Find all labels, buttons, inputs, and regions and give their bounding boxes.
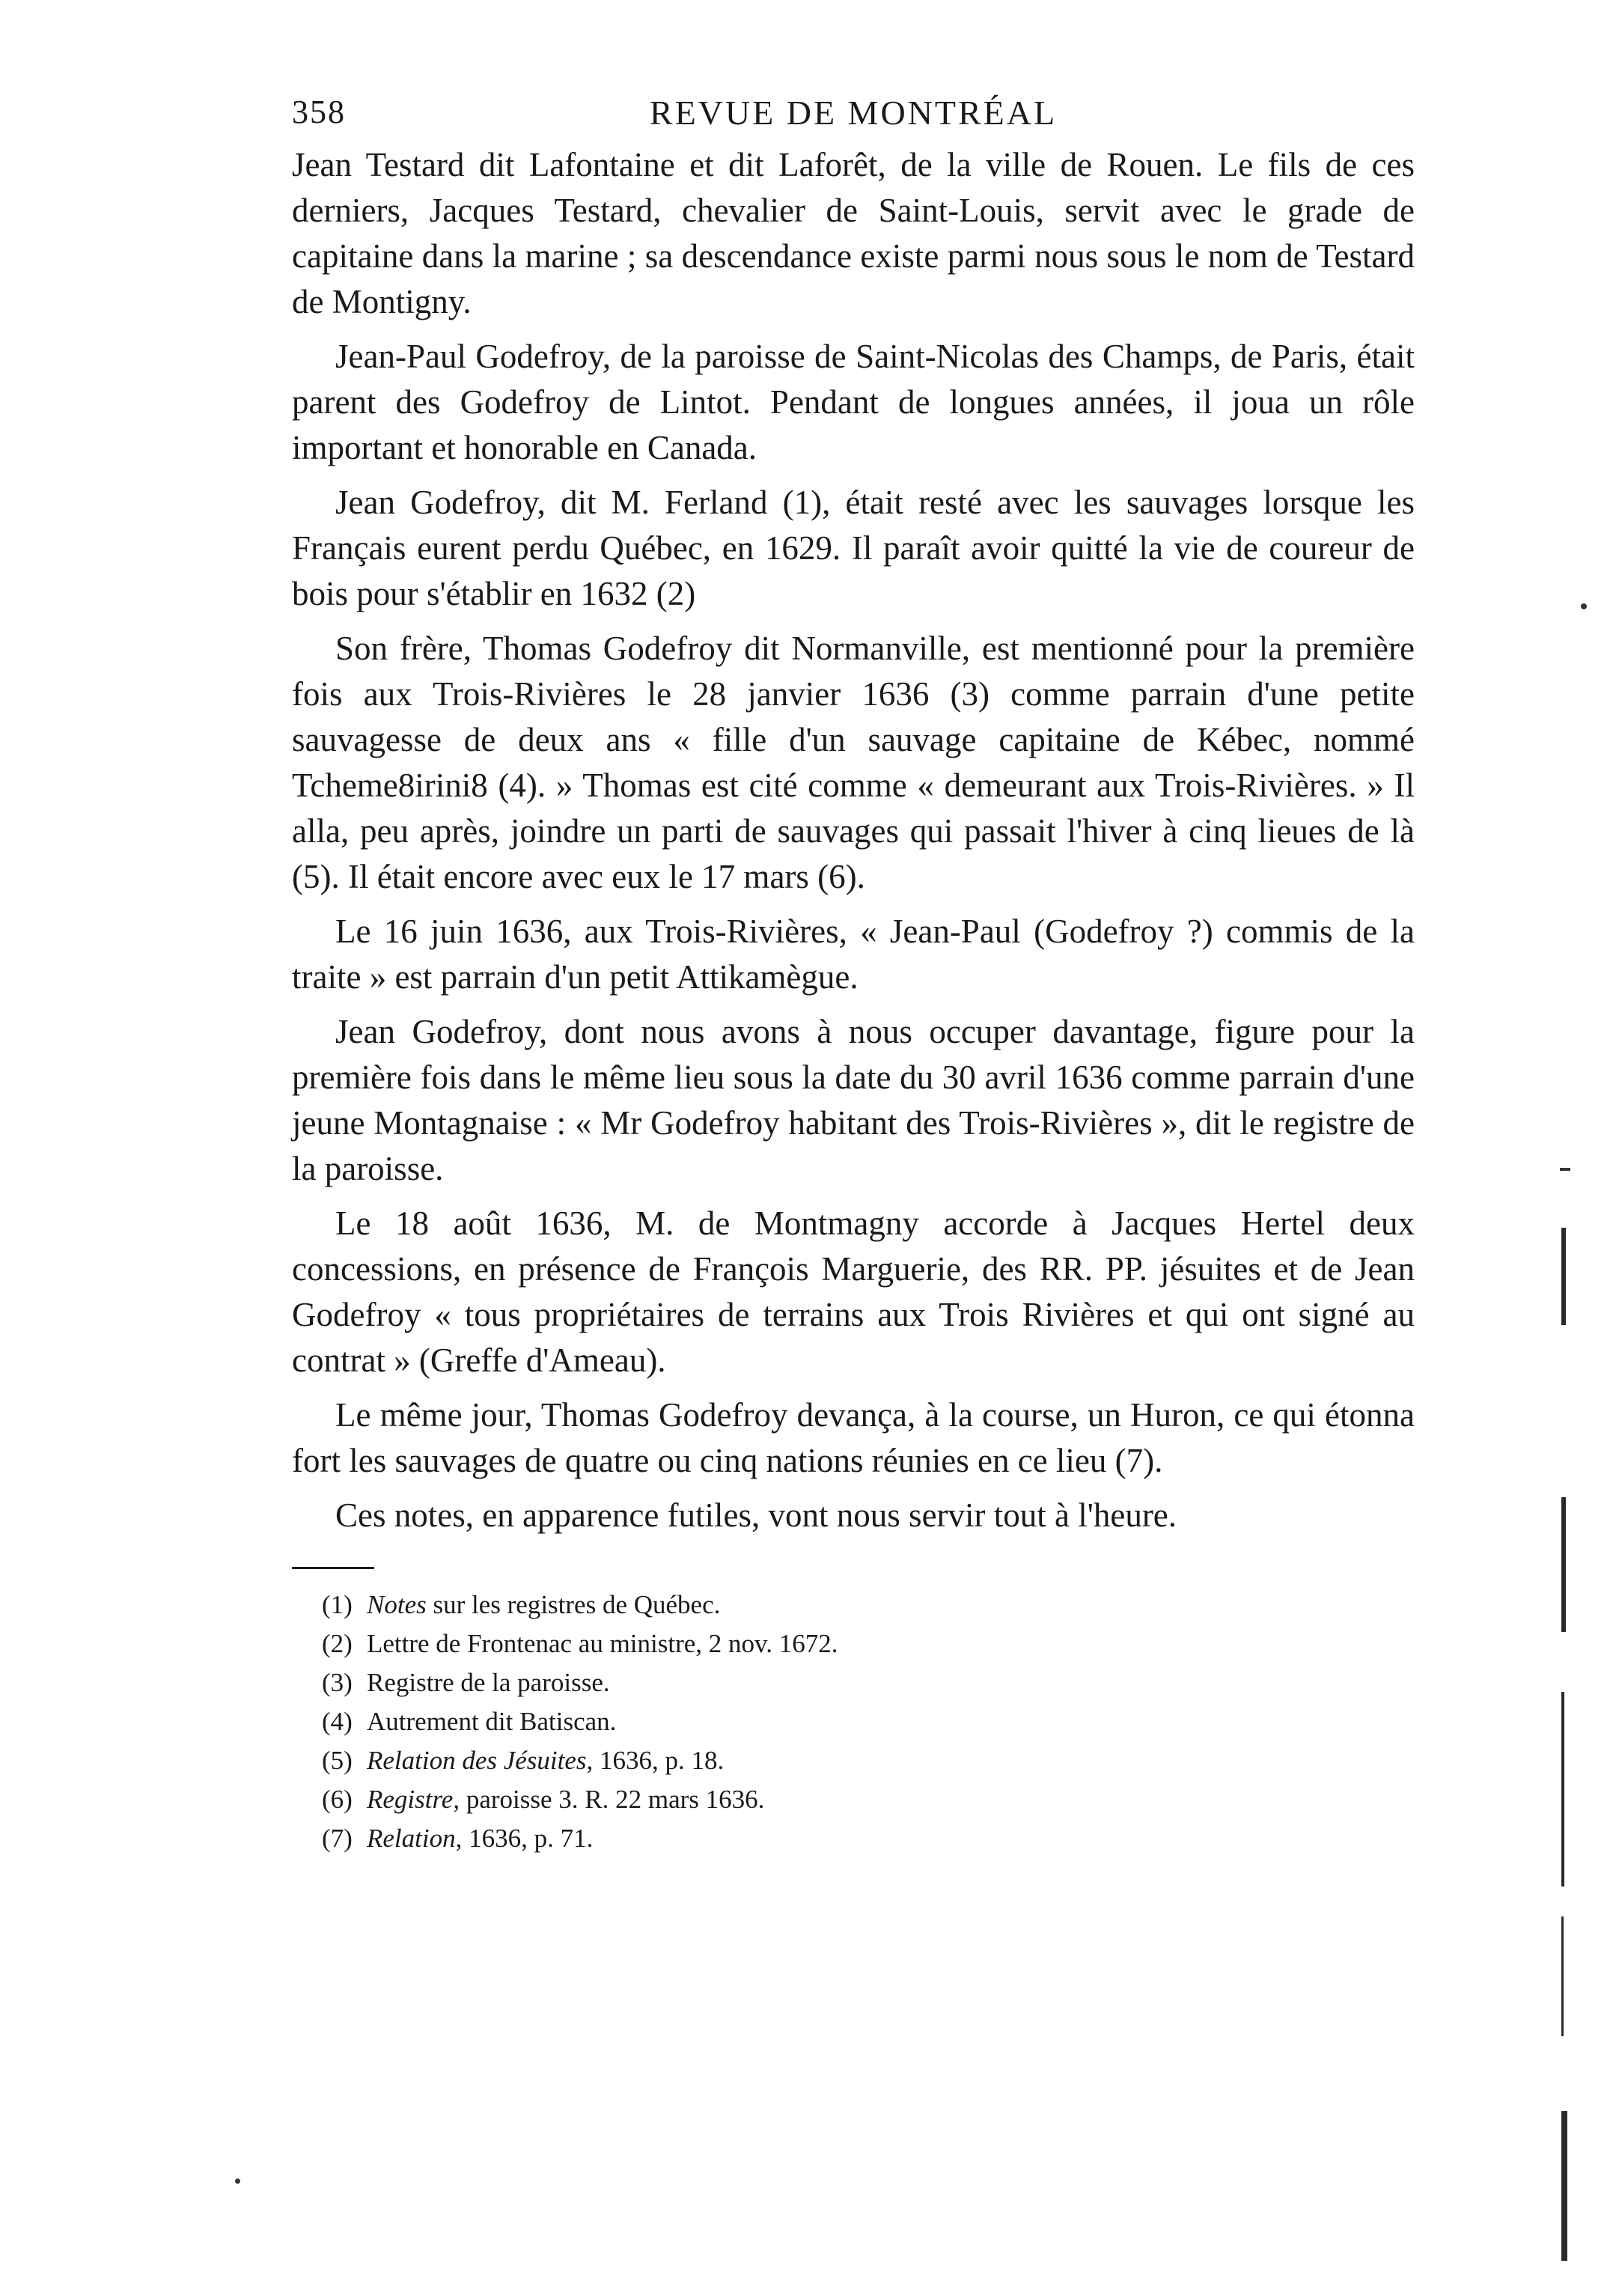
footnote (322, 1663, 1415, 1702)
running-title: REVUE DE MONTRÉAL (649, 94, 1058, 132)
scan-edge-mark (1561, 1692, 1564, 1887)
scan-edge-mark (1561, 1497, 1566, 1632)
footnote-number: (1) (322, 1590, 353, 1619)
scan-speck (1581, 603, 1587, 609)
page-number: 358 (292, 94, 346, 130)
footnote-number: (3) (322, 1668, 353, 1697)
footnote (322, 1586, 1415, 1624)
paragraph: Jean Testard dit Lafontaine et dit Laforêt, de la ville de Rouen. Le fils de ces derniers, Jacques Testard, chevalier de Saint-Louis, servit avec le grade de capitaine dans la marine ; sa descendance existe parmi nous sous le nom de Testard de Montigny. (292, 146, 1415, 320)
paragraph: Le 16 juin 1636, aux Trois-Rivières, « Jean-Paul (Godefroy ?) commis de la traite » est parrain d'un petit Attikamègue. (292, 913, 1415, 996)
paragraph: Son frère, Thomas Godefroy dit Normanville, est mentionné pour la première fois aux Trois-Rivières le 28 janvier 1636 (3) comme parrain d'une petite sauvagesse de deux ans « fille d'un sauvage capitaine de Kébec, nommé Tcheme8irini8 (4). » Thomas est cité comme « demeurant aux Trois-Rivières. » Il alla, peu après, joindre un parti de sauvages qui passait l'hiver à cinq lieues de là (5). Il était encore avec eux le 17 mars (6). (292, 630, 1415, 895)
footnotes (292, 1586, 1415, 1858)
footnote (322, 1624, 1415, 1663)
footnote-rule (292, 1567, 374, 1569)
footnote-text: Autrement dit Batiscan. (367, 1707, 617, 1736)
footnote-number: (7) (322, 1824, 353, 1853)
paragraph: Jean Godefroy, dit M. Ferland (1), était resté avec les sauvages lorsque les Français eurent perdu Québec, en 1629. Il paraît avoir quitté la vie de coureur de bois pour s'établir en 1632 (2) (292, 484, 1415, 612)
footnote-text: Registre de la paroisse. (367, 1668, 610, 1697)
footnote-italic: Relation (367, 1824, 456, 1853)
scan-edge-mark (1561, 1228, 1566, 1325)
scan-edge-mark (1561, 2111, 1567, 2261)
footnote-number: (2) (322, 1629, 353, 1658)
footnote-text: , 1636, p. 18. (586, 1746, 725, 1775)
footnote (322, 1780, 1415, 1819)
scan-speck (235, 2178, 240, 2184)
footnote-text: , 1636, p. 71. (455, 1824, 594, 1853)
paragraph: Jean-Paul Godefroy, de la paroisse de Saint-Nicolas des Champs, de Paris, était parent des Godefroy de Lintot. Pendant de longues années, il joua un rôle important et honorable en Canada. (292, 338, 1415, 466)
footnote-number: (5) (322, 1746, 353, 1775)
footnote-text: sur les registres de Québec. (426, 1590, 721, 1619)
document-page (292, 82, 1415, 1858)
paragraph: Ces notes, en apparence futiles, vont nous servir tout à l'heure. (335, 1496, 1177, 1534)
footnote-italic: Notes (367, 1590, 427, 1619)
paragraph: Le 18 août 1636, M. de Montmagny accorde à Jacques Hertel deux concessions, en présence de François Marguerie, des RR. PP. jésuites et de Jean Godefroy « tous propriétaires de terrains aux Trois Rivières et qui ont signé au contrat » (Greffe d'Ameau). (292, 1205, 1415, 1379)
running-header (292, 82, 1415, 142)
footnote-text: , paroisse 3. R. 22 mars 1636. (453, 1785, 765, 1814)
footnote-number: (6) (322, 1785, 353, 1814)
footnote-number: (4) (322, 1707, 353, 1736)
scan-speck (1560, 1168, 1570, 1171)
footnote-text: Lettre de Frontenac au ministre, 2 nov. 1672. (367, 1629, 838, 1658)
body-text (292, 142, 1415, 1538)
scan-edge-mark (1561, 1916, 1564, 2036)
footnote (322, 1819, 1415, 1858)
footnote-italic: Registre (367, 1785, 454, 1814)
paragraph: Jean Godefroy, dont nous avons à nous occuper davantage, figure pour la première fois dans le même lieu sous la date du 30 avril 1636 comme parrain d'une jeune Montagnaise : « Mr Godefroy habitant des Trois-Rivières », dit le registre de la paroisse. (292, 1013, 1415, 1187)
footnote-italic: Relation des Jésuites (367, 1746, 587, 1775)
footnote (322, 1741, 1415, 1780)
paragraph: Le même jour, Thomas Godefroy devança, à la course, un Huron, ce qui étonna fort les sauvages de quatre ou cinq nations réunies en ce lieu (7). (292, 1396, 1415, 1479)
footnote (322, 1702, 1415, 1741)
